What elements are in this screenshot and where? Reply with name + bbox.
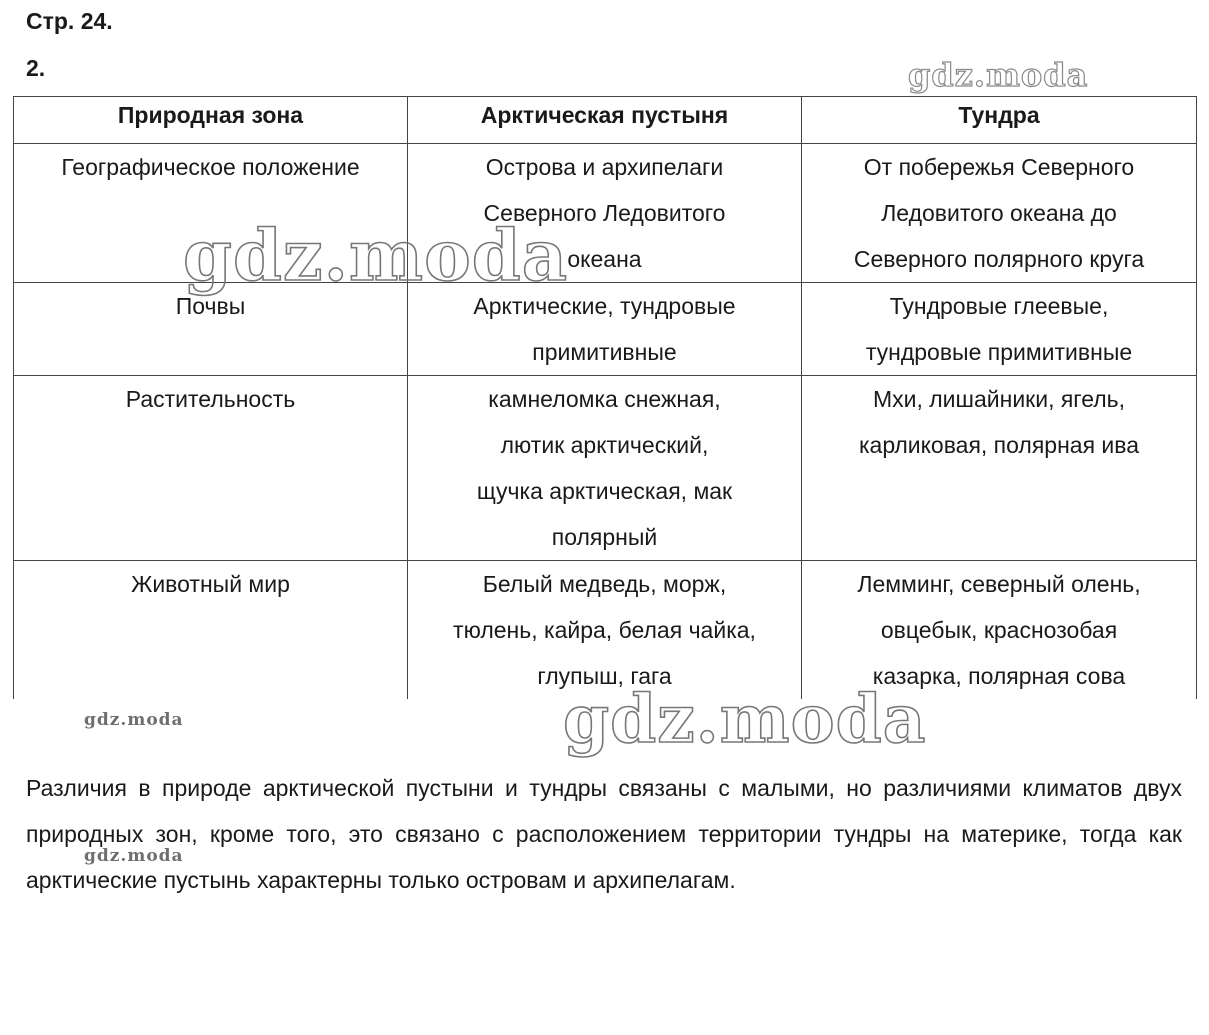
watermark: gdz.moda bbox=[84, 710, 184, 730]
table-header-row bbox=[14, 97, 1197, 144]
column-header-tundra: Тундра bbox=[802, 97, 1197, 144]
row-label-geography: Географическое положение bbox=[14, 144, 408, 283]
conclusion-paragraph: Различия в природе арктической пустыни и тундры связаны с малыми, но различиями климатов двух природных зон, кроме того, это связано с расположением территории тундры на материке, тогда как арктические пустынь характерны только островам и архипелагам. bbox=[26, 775, 1182, 893]
cell-tundra-soils: Тундровые глеевые, тундровые примитивные bbox=[802, 283, 1197, 376]
watermark: gdz.moda bbox=[84, 846, 184, 866]
cell-arctic-vegetation: камнеломка снежная, лютик арктический, щучка арктическая, мак полярный bbox=[408, 376, 802, 561]
watermark: gdz.moda bbox=[563, 680, 927, 758]
cell-arctic-soils: Арктические, тундровые примитивные bbox=[408, 283, 802, 376]
page-label: Стр. 24. bbox=[26, 8, 113, 34]
watermark: gdz.moda bbox=[183, 214, 569, 297]
cell-tundra-vegetation: Мхи, лишайники, ягель, карликовая, полярная ива bbox=[802, 376, 1197, 561]
task-number: 2. bbox=[26, 55, 46, 81]
table-row bbox=[14, 561, 1197, 700]
cell-tundra-fauna: Лемминг, северный олень, овцебык, краснозобая казарка, полярная сова bbox=[802, 561, 1197, 700]
natural-zones-table bbox=[13, 96, 1197, 699]
cell-arctic-geography: Острова и архипелаги Северного Ледовитого океана bbox=[408, 144, 802, 283]
column-header-zone: Природная зона bbox=[14, 97, 408, 144]
row-label-vegetation: Растительность bbox=[14, 376, 408, 561]
row-label-soils: Почвы bbox=[14, 283, 408, 376]
cell-tundra-geography: От побережья Северного Ледовитого океана до Северного полярного круга bbox=[802, 144, 1197, 283]
table-row bbox=[14, 376, 1197, 561]
cell-arctic-fauna: Белый медведь, морж, тюлень, кайра, белая чайка, глупыш, гага bbox=[408, 561, 802, 700]
watermark: gdz.moda bbox=[908, 56, 1089, 94]
row-label-fauna: Животный мир bbox=[14, 561, 408, 700]
column-header-arctic-desert: Арктическая пустыня bbox=[408, 97, 802, 144]
